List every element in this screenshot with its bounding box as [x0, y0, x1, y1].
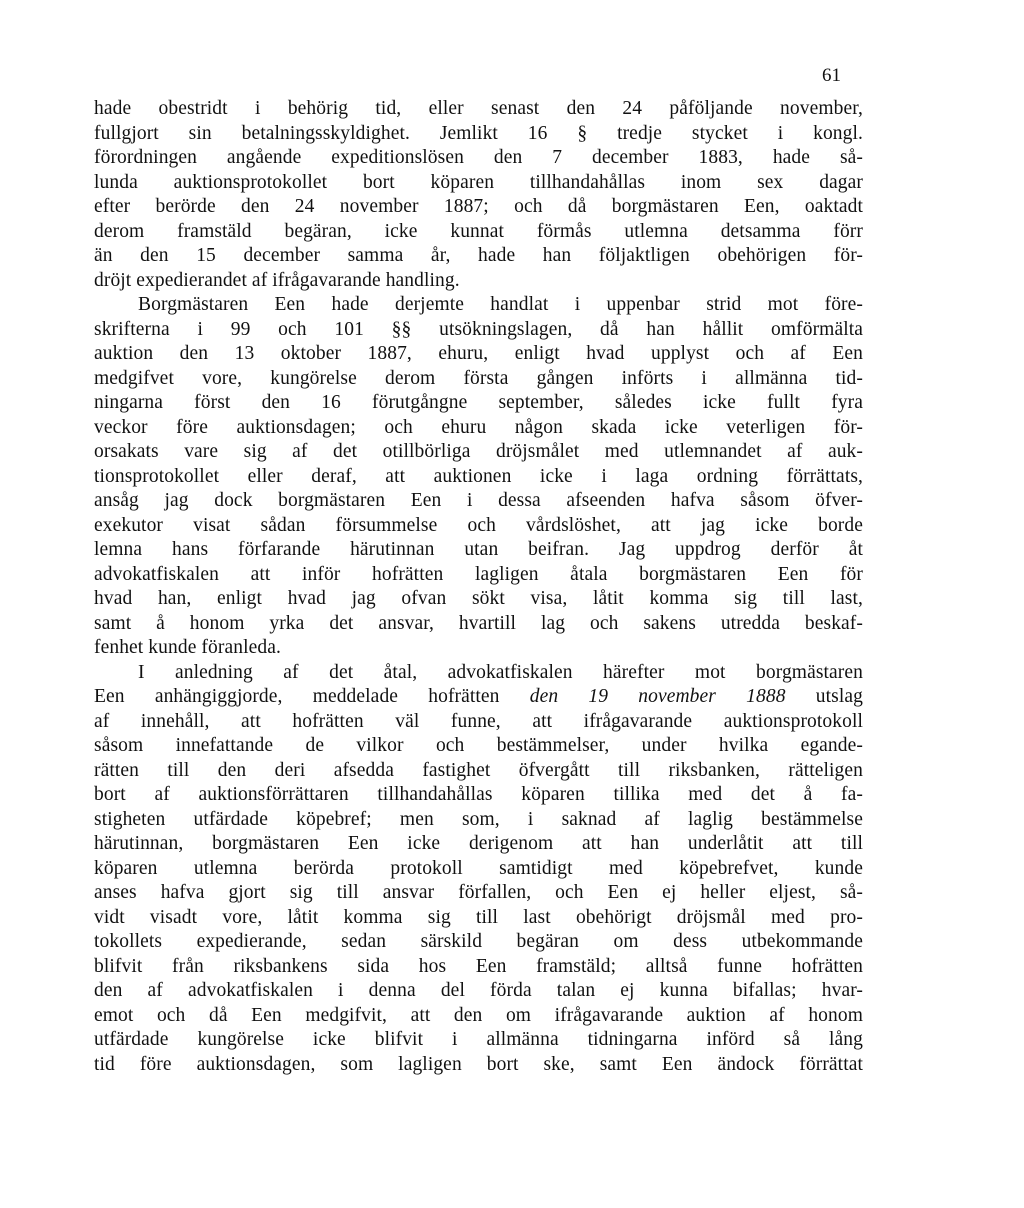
text-line: såsom innefattande de vilkor och bestämmelser, under hvilka egande-: [94, 735, 863, 756]
text-line: härutinnan, borgmästaren Een icke derigenom att han underlåtit att till: [94, 833, 863, 854]
text-line: advokatfiskalen att inför hofrätten lagligen åtala borgmästaren Een för: [94, 563, 863, 585]
text-line: ansåg jag dock borgmästaren Een i dessa afseenden hafva såsom öfver-: [94, 490, 863, 511]
body-text: [94, 97, 863, 1077]
judgment-date: den 19 november 1888: [529, 686, 786, 707]
text-line: lunda auktionsprotokollet bort köparen tillhandahållas inom sex dagar: [94, 171, 863, 193]
text-line: ningarna först den 16 förutgångne september, således icke fullt fyra: [94, 392, 863, 413]
text-line: medgifvet vore, kungörelse derom första gången införts i allmänna tid-: [94, 367, 863, 389]
text-line: stigheten utfärdade köpebref; men som, i saknad af laglig bestämmelse: [94, 808, 863, 830]
text-line: skrifterna i 99 och 101 §§ utsökningslagen, då han hållit omförmälta: [94, 318, 863, 340]
text-line: samt å honom yrka det ansvar, hvartill lag och sakens utredda beskaf-: [94, 612, 863, 634]
text-line: derom framstäld begäran, icke kunnat förmås utlemna detsamma förr: [94, 220, 863, 242]
text-line: hvad han, enligt hvad jag ofvan sökt visa, låtit komma sig till last,: [94, 588, 863, 609]
text-line: I anledning af det åtal, advokatfiskalen härefter mot borgmästaren: [138, 661, 863, 683]
text-line: utfärdade kungörelse icke blifvit i allmänna tidningarna införd så lång: [94, 1029, 863, 1050]
text-line: tid före auktionsdagen, som lagligen bort ske, samt Een ändock förrättat: [94, 1053, 863, 1075]
text-line: auktion den 13 oktober 1887, ehuru, enligt hvad upplyst och af Een: [94, 343, 863, 364]
text-line: tionsprotokollet eller deraf, att auktionen icke i laga ordning förrättats,: [94, 465, 863, 487]
text-line: köparen utlemna berörda protokoll samtidigt med köpebrefvet, kunde: [94, 857, 863, 879]
text-line: hade obestridt i behörig tid, eller senast den 24 påföljande november,: [94, 98, 863, 119]
text-line: vidt visadt vore, låtit komma sig till last obehörigt dröjsmål med pro-: [94, 906, 863, 928]
text-line: efter berörde den 24 november 1887; och då borgmästaren Een, oaktadt: [94, 196, 863, 217]
text-line: dröjt expedierandet af ifrågavarande handling.: [94, 269, 460, 291]
text-line: den af advokatfiskalen i denna del förda talan ej kunna bifallas; hvar-: [94, 980, 863, 1001]
text-line: fullgjort sin betalningsskyldighet. Jemlikt 16 § tredje stycket i kongl.: [94, 122, 863, 144]
text-line: fenhet kunde föranleda.: [94, 637, 281, 658]
text-line: tokollets expedierande, sedan särskild begäran om dess utbekommande: [94, 931, 863, 952]
text-line: Borgmästaren Een hade derjemte handlat i uppenbar strid mot före-: [138, 294, 863, 315]
text-line: förordningen angående expeditionslösen den 7 december 1883, hade så-: [94, 147, 863, 168]
page-number: 61: [822, 65, 841, 86]
text-line: blifvit från riksbankens sida hos Een framstäld; alltså funne hofrätten: [94, 955, 863, 977]
text-line: exekutor visat sådan försummelse och vårdslöshet, att jag icke borde: [94, 514, 863, 536]
text-line: emot och då Een medgifvit, att den om ifrågavarande auktion af honom: [94, 1004, 863, 1026]
text-line: bort af auktionsförrättaren tillhandahållas köparen tillika med det å fa-: [94, 784, 863, 805]
text-line: veckor före auktionsdagen; och ehuru någon skada icke veterligen för-: [94, 416, 863, 438]
text-line: rätten till den deri afsedda fastighet öfvergått till riksbanken, rätteligen: [94, 759, 863, 781]
text-line-with-date: [94, 685, 863, 710]
text-segment: Een anhängiggjorde, meddelade hofrätten: [94, 686, 500, 707]
text-line: anses hafva gjort sig till ansvar förfallen, och Een ej heller eljest, så-: [94, 882, 863, 903]
text-line: af innehåll, att hofrätten väl funne, att ifrågavarande auktionsprotokoll: [94, 710, 863, 732]
text-line: än den 15 december samma år, hade han följaktligen obehörigen för-: [94, 245, 863, 266]
text-line: orsakats vare sig af det otillbörliga dröjsmålet med utlemnandet af auk-: [94, 441, 863, 462]
text-line: lemna hans förfarande härutinnan utan beifran. Jag uppdrog derför åt: [94, 539, 863, 560]
text-segment: utslag: [815, 686, 863, 707]
